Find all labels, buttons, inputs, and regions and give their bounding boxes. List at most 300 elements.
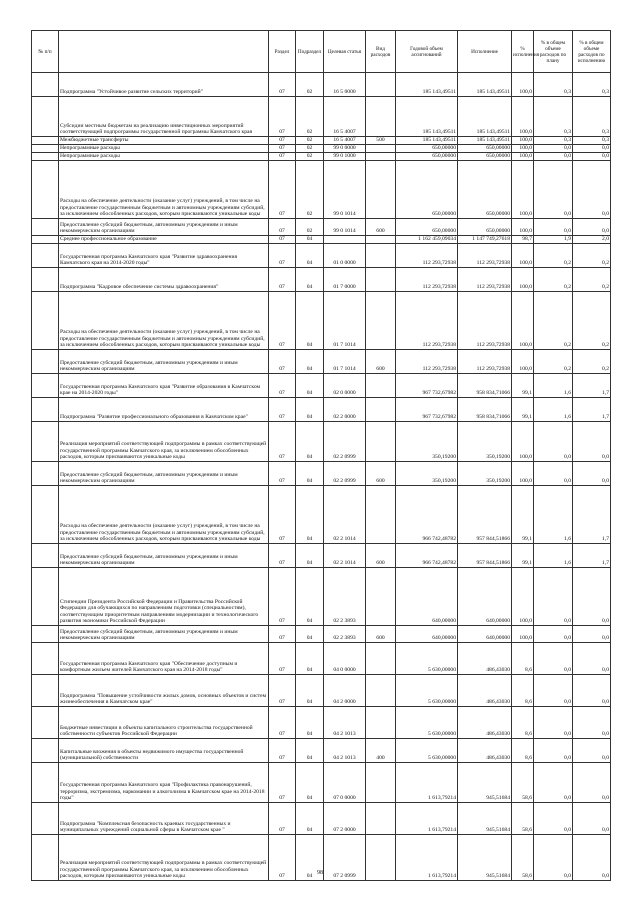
cell-share-execution: 1,7	[573, 398, 611, 422]
table-row	[32, 643, 611, 675]
budget-table-sheet	[31, 30, 610, 881]
cell-execution: 958 834,71066	[458, 374, 512, 398]
cell-target-article: 04 0 0000	[324, 643, 366, 675]
cell-podrazdel: 04	[296, 374, 324, 398]
cell-num	[32, 374, 59, 398]
cell-share-plan: 0,0	[534, 835, 573, 881]
cell-share-execution: 0,2	[573, 350, 611, 374]
cell-share-plan: 0,2	[534, 350, 573, 374]
cell-target-article: 99 0 0000	[324, 145, 366, 153]
table-row	[32, 544, 611, 568]
cell-share-execution: 0,0	[573, 675, 611, 707]
cell-execution-pct: 99,1	[512, 398, 534, 422]
cell-execution-pct: 8,6	[512, 643, 534, 675]
cell-num	[32, 73, 59, 97]
cell-name: Реализация мероприятий соответствующей подпрограммы в рамках соответствующей государственной программы Камчатского края, за исключением обособленных расходов, которым присваиваются уникальные коды	[59, 422, 269, 462]
cell-razdel: 07	[269, 268, 296, 292]
cell-name: Расходы на обеспечение деятельности (оказание услуг) учреждений, в том числе на предоставление государственным бюджетным и автономным учреждениям субсидий, за исключением обособленных расходов, которым присваиваются уникальные коды	[59, 292, 269, 350]
table-row	[32, 739, 611, 763]
cell-podrazdel: 04	[296, 398, 324, 422]
cell-execution: 957 844,51866	[458, 544, 512, 568]
cell-share-plan: 0,2	[534, 268, 573, 292]
cell-name: Подпрограмма "Устойчивое развитие сельских территорий"	[59, 73, 269, 97]
cell-annual-volume: 5 630,00000	[396, 643, 458, 675]
cell-name: Непрограммные расходы	[59, 145, 269, 153]
table-row	[32, 268, 611, 292]
cell-share-execution: 0,0	[573, 161, 611, 219]
header-annual-volume: Годовой объем ассигнований	[396, 31, 458, 73]
table-row	[32, 244, 611, 268]
header-share-execution: % в общем объеме расходов по исполнению	[573, 31, 611, 73]
cell-expense-type	[366, 236, 396, 244]
cell-razdel: 07	[269, 544, 296, 568]
cell-annual-volume: 640,00000	[396, 568, 458, 626]
cell-podrazdel: 04	[296, 763, 324, 803]
cell-podrazdel: 04	[296, 292, 324, 350]
cell-share-plan: 0,3	[534, 73, 573, 97]
cell-execution-pct: 100,0	[512, 350, 534, 374]
cell-razdel: 07	[269, 462, 296, 486]
cell-execution-pct: 100,0	[512, 73, 534, 97]
cell-num	[32, 219, 59, 236]
header-podrazdel: Подраздел	[296, 31, 324, 73]
cell-expense-type	[366, 145, 396, 153]
cell-podrazdel: 04	[296, 707, 324, 739]
cell-share-plan: 0,3	[534, 137, 573, 145]
cell-expense-type	[366, 153, 396, 161]
cell-execution-pct: 100,0	[512, 153, 534, 161]
cell-execution: 112 293,72938	[458, 292, 512, 350]
cell-share-plan: 0,0	[534, 626, 573, 643]
cell-name: Государственная программа Камчатского края "Развитие образования в Камчатском крае на 2014-2020 годы"	[59, 374, 269, 398]
cell-execution-pct: 99,1	[512, 544, 534, 568]
cell-share-execution: 0,0	[573, 739, 611, 763]
cell-execution-pct: 100,0	[512, 292, 534, 350]
header-num: № п/п	[32, 31, 59, 73]
cell-execution-pct: 100,0	[512, 268, 534, 292]
cell-execution-pct: 8,6	[512, 739, 534, 763]
cell-target-article: 16 5 4007	[324, 137, 366, 145]
cell-expense-type	[366, 675, 396, 707]
cell-annual-volume: 966 742,48782	[396, 486, 458, 544]
cell-annual-volume: 112 293,72938	[396, 244, 458, 268]
cell-share-plan: 0,0	[534, 803, 573, 835]
cell-num	[32, 236, 59, 244]
header-razdel: Раздел	[269, 31, 296, 73]
cell-annual-volume: 350,19200	[396, 422, 458, 462]
cell-razdel: 07	[269, 153, 296, 161]
table-body	[32, 73, 611, 881]
cell-annual-volume: 966 742,48782	[396, 544, 458, 568]
cell-share-plan: 1,6	[534, 486, 573, 544]
cell-num	[32, 350, 59, 374]
cell-target-article: 02 2 0999	[324, 462, 366, 486]
cell-num	[32, 422, 59, 462]
cell-execution: 640,00000	[458, 626, 512, 643]
cell-target-article: 01 7 0000	[324, 268, 366, 292]
cell-annual-volume: 5 630,00000	[396, 707, 458, 739]
cell-share-plan: 0,0	[534, 145, 573, 153]
cell-name: Предоставление субсидий бюджетным, автономным учреждениям и иным некоммерческим организациям	[59, 219, 269, 236]
cell-share-execution: 1,7	[573, 486, 611, 544]
cell-execution-pct: 100,0	[512, 462, 534, 486]
cell-name: Расходы на обеспечение деятельности (оказание услуг) учреждений, в том числе на предоставление государственным бюджетным и автономным учреждениям субсидий, за исключением обособленных расходов, которым присваиваются уникальные коды	[59, 486, 269, 544]
cell-execution: 112 293,72938	[458, 268, 512, 292]
cell-expense-type	[366, 244, 396, 268]
cell-num	[32, 268, 59, 292]
cell-razdel: 07	[269, 292, 296, 350]
cell-name: Подпрограмма "Комплексная безопасность краевых государственных и муниципальных учреждений социальной сферы в Камчатском крае "	[59, 803, 269, 835]
cell-share-plan: 0,0	[534, 422, 573, 462]
cell-num	[32, 568, 59, 626]
cell-podrazdel: 02	[296, 145, 324, 153]
cell-podrazdel: 04	[296, 626, 324, 643]
table-row	[32, 145, 611, 153]
cell-expense-type	[366, 486, 396, 544]
cell-num	[32, 244, 59, 268]
cell-razdel: 07	[269, 486, 296, 544]
cell-expense-type: 600	[366, 350, 396, 374]
cell-execution-pct: 100,0	[512, 626, 534, 643]
cell-execution-pct: 8,6	[512, 707, 534, 739]
table-row	[32, 568, 611, 626]
cell-podrazdel: 04	[296, 643, 324, 675]
cell-execution: 486,43030	[458, 643, 512, 675]
cell-target-article: 99 0 1000	[324, 153, 366, 161]
cell-share-execution: 0,0	[573, 643, 611, 675]
cell-share-execution: 0,2	[573, 292, 611, 350]
cell-execution-pct: 100,0	[512, 422, 534, 462]
header-execution-pct: % исполнения	[512, 31, 534, 73]
cell-share-execution: 0,0	[573, 803, 611, 835]
cell-target-article: 02 2 0000	[324, 398, 366, 422]
cell-razdel: 07	[269, 219, 296, 236]
cell-execution: 112 293,72938	[458, 350, 512, 374]
cell-share-execution: 0,0	[573, 835, 611, 881]
cell-annual-volume: 650,00000	[396, 161, 458, 219]
cell-expense-type: 600	[366, 544, 396, 568]
cell-execution-pct: 58,6	[512, 763, 534, 803]
cell-share-execution: 0,3	[573, 73, 611, 97]
cell-expense-type	[366, 763, 396, 803]
cell-share-execution: 0,0	[573, 568, 611, 626]
cell-razdel: 07	[269, 374, 296, 398]
cell-podrazdel: 02	[296, 73, 324, 97]
cell-annual-volume: 185 143,49511	[396, 97, 458, 137]
cell-razdel: 07	[269, 763, 296, 803]
cell-target-article: 02 0 0000	[324, 374, 366, 398]
cell-podrazdel: 02	[296, 161, 324, 219]
cell-target-article: 02 2 3893	[324, 568, 366, 626]
cell-execution: 350,19200	[458, 462, 512, 486]
cell-expense-type	[366, 292, 396, 350]
cell-podrazdel: 02	[296, 137, 324, 145]
cell-target-article: 02 2 0999	[324, 422, 366, 462]
budget-table	[31, 30, 611, 881]
cell-share-execution: 0,0	[573, 626, 611, 643]
cell-razdel: 07	[269, 707, 296, 739]
cell-target-article: 16 5 0000	[324, 73, 366, 97]
cell-annual-volume: 650,00000	[396, 219, 458, 236]
cell-podrazdel: 04	[296, 568, 324, 626]
cell-annual-volume: 5 630,00000	[396, 739, 458, 763]
cell-share-plan: 0,2	[534, 244, 573, 268]
table-row	[32, 422, 611, 462]
table-row	[32, 153, 611, 161]
cell-target-article: 99 0 1014	[324, 161, 366, 219]
cell-podrazdel: 04	[296, 739, 324, 763]
cell-podrazdel: 04	[296, 268, 324, 292]
cell-expense-type: 600	[366, 219, 396, 236]
cell-name: Капитальные вложения в объекты недвижимого имущества государственной (муниципальной) собственности	[59, 739, 269, 763]
cell-execution: 957 844,51866	[458, 486, 512, 544]
cell-share-plan: 0,3	[534, 97, 573, 137]
cell-target-article: 04 2 1013	[324, 739, 366, 763]
cell-expense-type	[366, 568, 396, 626]
table-row	[32, 161, 611, 219]
cell-target-article: 02 2 1014	[324, 544, 366, 568]
header-target-article: Целевая статья	[324, 31, 366, 73]
cell-annual-volume: 1 613,79214	[396, 835, 458, 881]
cell-podrazdel: 04	[296, 803, 324, 835]
cell-razdel: 07	[269, 422, 296, 462]
cell-expense-type	[366, 73, 396, 97]
cell-execution: 650,00000	[458, 161, 512, 219]
cell-share-plan: 0,0	[534, 739, 573, 763]
cell-podrazdel: 02	[296, 97, 324, 137]
cell-expense-type	[366, 374, 396, 398]
cell-num	[32, 803, 59, 835]
cell-share-plan: 0,0	[534, 763, 573, 803]
cell-target-article	[324, 236, 366, 244]
cell-annual-volume: 650,00000	[396, 145, 458, 153]
cell-num	[32, 161, 59, 219]
cell-target-article: 16 5 4007	[324, 97, 366, 137]
cell-name: Государственная программа Камчатского края "Развитие здравоохранения Камчатского края на 2014-2020 годы"	[59, 244, 269, 268]
cell-execution: 958 834,71066	[458, 398, 512, 422]
cell-target-article: 07 2 0999	[324, 835, 366, 881]
cell-execution: 112 293,72938	[458, 244, 512, 268]
cell-num	[32, 486, 59, 544]
cell-target-article: 07 2 0000	[324, 803, 366, 835]
cell-num	[32, 675, 59, 707]
cell-name: Подпрограмма "Повышение устойчивости жилых домов, основных объектов и систем жизнеобеспечения в Камчатском крае"	[59, 675, 269, 707]
cell-execution-pct: 100,0	[512, 97, 534, 137]
cell-name: Среднее профессиональное образование	[59, 236, 269, 244]
table-row	[32, 803, 611, 835]
cell-podrazdel: 02	[296, 153, 324, 161]
cell-execution: 1 147 749,27618	[458, 236, 512, 244]
cell-share-execution: 0,2	[573, 244, 611, 268]
cell-num	[32, 97, 59, 137]
cell-target-article: 01 0 0000	[324, 244, 366, 268]
cell-execution-pct: 100,0	[512, 568, 534, 626]
cell-execution-pct: 8,6	[512, 675, 534, 707]
cell-execution-pct: 100,0	[512, 137, 534, 145]
cell-share-execution: 0,0	[573, 707, 611, 739]
cell-target-article: 99 0 1014	[324, 219, 366, 236]
cell-execution-pct: 100,0	[512, 145, 534, 153]
cell-num	[32, 153, 59, 161]
cell-razdel: 07	[269, 739, 296, 763]
cell-share-execution: 1,7	[573, 374, 611, 398]
cell-name: Субсидии местным бюджетам на реализацию инвестиционных мероприятий соответствующей подпрограммы государственной программы Камчатского края	[59, 97, 269, 137]
cell-execution: 185 143,49511	[458, 73, 512, 97]
cell-target-article: 04 2 1013	[324, 707, 366, 739]
header-execution: Исполнение	[458, 31, 512, 73]
cell-annual-volume: 1 613,79214	[396, 803, 458, 835]
cell-razdel: 07	[269, 145, 296, 153]
cell-execution-pct: 58,6	[512, 803, 534, 835]
cell-annual-volume: 640,00000	[396, 626, 458, 643]
cell-execution: 945,51684	[458, 763, 512, 803]
table-row	[32, 486, 611, 544]
cell-share-plan: 1,6	[534, 398, 573, 422]
cell-annual-volume: 1 162 459,09034	[396, 236, 458, 244]
cell-share-execution: 0,0	[573, 462, 611, 486]
cell-num	[32, 398, 59, 422]
cell-podrazdel: 02	[296, 219, 324, 236]
cell-num	[32, 145, 59, 153]
cell-execution: 350,19200	[458, 422, 512, 462]
cell-podrazdel: 04	[296, 236, 324, 244]
cell-razdel: 07	[269, 398, 296, 422]
cell-num	[32, 626, 59, 643]
cell-execution: 486,43030	[458, 675, 512, 707]
cell-share-execution: 2,0	[573, 236, 611, 244]
cell-share-plan: 0,0	[534, 153, 573, 161]
cell-num	[32, 643, 59, 675]
cell-share-execution: 1,7	[573, 544, 611, 568]
cell-annual-volume: 185 143,49511	[396, 137, 458, 145]
cell-execution: 486,43030	[458, 707, 512, 739]
table-row	[32, 137, 611, 145]
cell-share-execution: 0,2	[573, 268, 611, 292]
cell-razdel: 07	[269, 236, 296, 244]
cell-name: Государственная программа Камчатского края "Обеспечение доступным и комфортным жильем жителей Камчатского края на 2014-2018 годы"	[59, 643, 269, 675]
cell-name: Непрограммные расходы	[59, 153, 269, 161]
cell-execution-pct: 100,0	[512, 244, 534, 268]
cell-execution: 185 143,49511	[458, 137, 512, 145]
cell-share-plan: 0,0	[534, 219, 573, 236]
cell-podrazdel: 04	[296, 462, 324, 486]
cell-razdel: 07	[269, 803, 296, 835]
cell-razdel: 07	[269, 137, 296, 145]
cell-name: Предоставление субсидий бюджетным, автономным учреждениям и иным некоммерческим организациям	[59, 544, 269, 568]
cell-expense-type	[366, 803, 396, 835]
cell-razdel: 07	[269, 73, 296, 97]
table-row	[32, 236, 611, 244]
cell-execution: 650,00000	[458, 153, 512, 161]
page-number: 98	[317, 870, 323, 876]
cell-razdel: 07	[269, 161, 296, 219]
cell-name: Межбюджетные трансферты	[59, 137, 269, 145]
cell-share-plan: 1,9	[534, 236, 573, 244]
cell-razdel: 07	[269, 97, 296, 137]
cell-share-plan: 1,6	[534, 544, 573, 568]
cell-share-plan: 0,0	[534, 462, 573, 486]
cell-annual-volume: 5 630,00000	[396, 675, 458, 707]
cell-num	[32, 707, 59, 739]
cell-name: Подпрограмма "Развитие профессионального образования в Камчатском крае"	[59, 398, 269, 422]
cell-target-article: 01 7 1014	[324, 350, 366, 374]
cell-num	[32, 137, 59, 145]
cell-name: Государственная программа Камчатского края "Профилактика правонарушений, терроризма, экстремизма, наркомании и алкоголизма в Камчатском крае на 2014-2018 годы"	[59, 763, 269, 803]
cell-name: Стипендии Президента Российской Федерации и Правительства Российской Федерации для обучающихся по направлениям подготовки (специальностям), соответствующим приоритетным направлениям модернизации и технологического развития экономики Российской Федерации	[59, 568, 269, 626]
cell-share-plan: 0,0	[534, 707, 573, 739]
cell-share-execution: 0,0	[573, 153, 611, 161]
header-name	[59, 31, 269, 73]
cell-annual-volume: 350,19200	[396, 462, 458, 486]
table-row	[32, 374, 611, 398]
cell-podrazdel: 04	[296, 244, 324, 268]
cell-annual-volume: 112 293,72938	[396, 268, 458, 292]
cell-share-execution: 0,3	[573, 137, 611, 145]
cell-execution: 486,43030	[458, 739, 512, 763]
table-row	[32, 626, 611, 643]
cell-target-article: 07 0 0000	[324, 763, 366, 803]
cell-name: Предоставление субсидий бюджетным, автономным учреждениям и иным некоммерческим организациям	[59, 626, 269, 643]
cell-annual-volume: 112 293,72938	[396, 292, 458, 350]
cell-expense-type	[366, 161, 396, 219]
cell-annual-volume: 967 732,67982	[396, 398, 458, 422]
cell-num	[32, 763, 59, 803]
cell-expense-type	[366, 643, 396, 675]
cell-expense-type: 500	[366, 137, 396, 145]
cell-execution: 650,00000	[458, 219, 512, 236]
cell-target-article: 02 2 1014	[324, 486, 366, 544]
table-row	[32, 675, 611, 707]
cell-execution: 945,51684	[458, 835, 512, 881]
cell-share-plan: 0,0	[534, 161, 573, 219]
table-header-row	[32, 31, 611, 73]
cell-podrazdel: 04	[296, 835, 324, 881]
cell-podrazdel: 04	[296, 422, 324, 462]
header-share-plan: % в общем объеме расходов по плану	[534, 31, 573, 73]
cell-execution: 640,00000	[458, 568, 512, 626]
cell-share-plan: 0,0	[534, 643, 573, 675]
cell-share-execution: 0,0	[573, 763, 611, 803]
cell-expense-type	[366, 97, 396, 137]
cell-target-article: 04 2 0000	[324, 675, 366, 707]
table-row	[32, 73, 611, 97]
cell-execution-pct: 100,0	[512, 219, 534, 236]
cell-execution-pct: 99,1	[512, 486, 534, 544]
cell-share-execution: 0,0	[573, 422, 611, 462]
cell-execution-pct: 100,0	[512, 161, 534, 219]
table-row	[32, 292, 611, 350]
cell-share-execution: 0,0	[573, 219, 611, 236]
cell-annual-volume: 650,00000	[396, 153, 458, 161]
cell-expense-type	[366, 268, 396, 292]
table-row	[32, 763, 611, 803]
cell-name: Реализация мероприятий соответствующей подпрограммы в рамках соответствующей государственной программы Камчатского края, за исключением обособленных расходов, которым присваиваются уникальные коды	[59, 835, 269, 881]
cell-num	[32, 544, 59, 568]
cell-annual-volume: 967 732,67982	[396, 374, 458, 398]
cell-podrazdel: 04	[296, 675, 324, 707]
cell-share-execution: 0,3	[573, 97, 611, 137]
cell-num	[32, 292, 59, 350]
cell-razdel: 07	[269, 244, 296, 268]
cell-razdel: 07	[269, 626, 296, 643]
table-row	[32, 398, 611, 422]
cell-podrazdel: 04	[296, 350, 324, 374]
table-row	[32, 350, 611, 374]
cell-expense-type	[366, 398, 396, 422]
cell-share-execution: 0,0	[573, 145, 611, 153]
cell-razdel: 07	[269, 568, 296, 626]
cell-expense-type: 600	[366, 626, 396, 643]
